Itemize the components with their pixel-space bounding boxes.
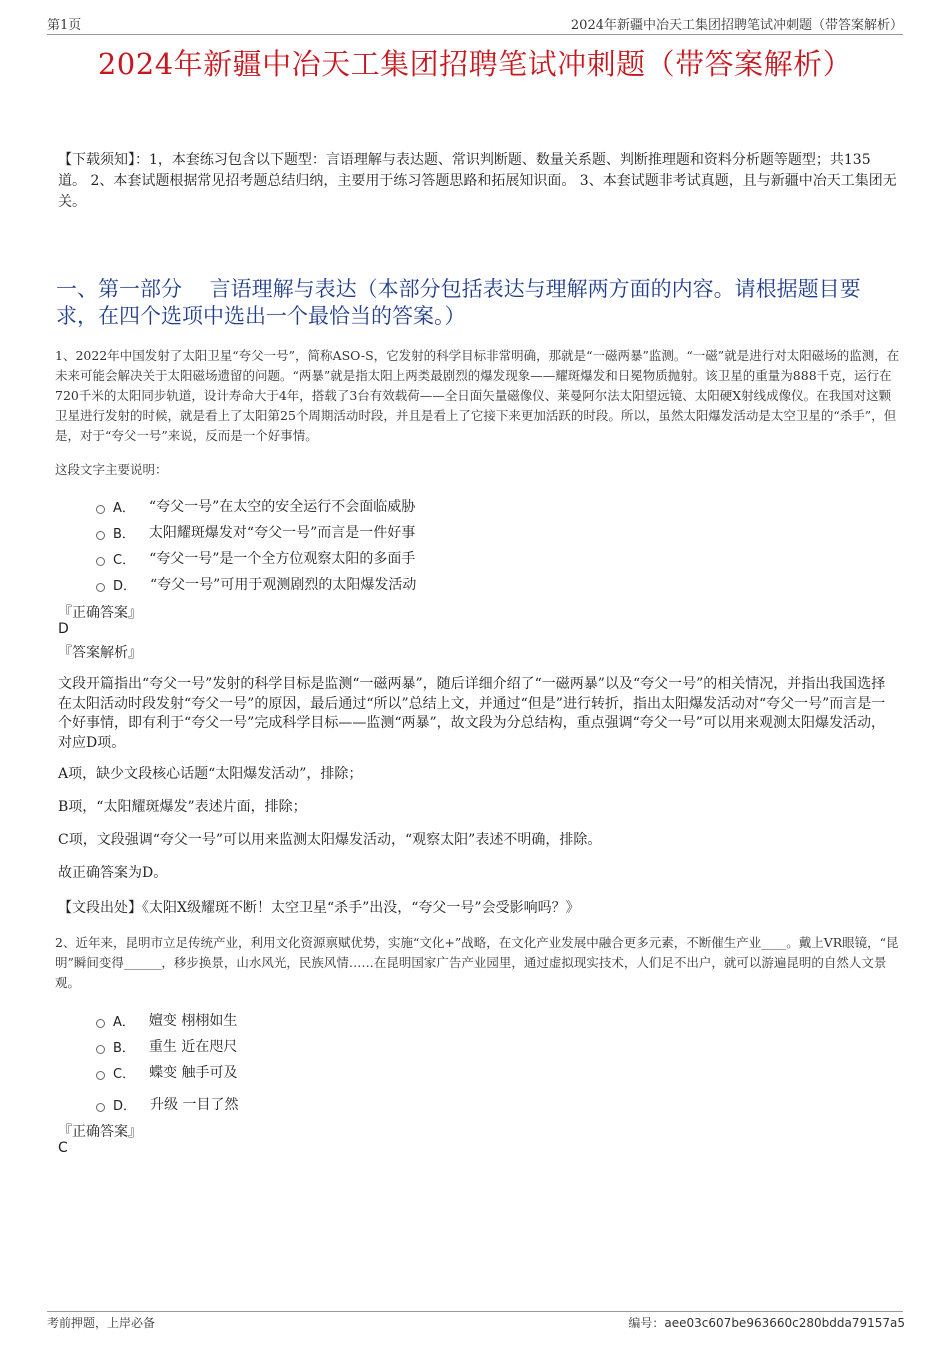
page-number: 第1页 (47, 18, 82, 33)
radio-icon[interactable] (96, 505, 105, 514)
q2-option-d[interactable] (96, 1094, 238, 1114)
option-letter: D． (113, 1098, 137, 1114)
section-title: 一、第一部分 言语理解与表达（本部分包括表达与理解两方面的内容。请根据题目要求，在四个选项中选出一个最恰当的答案。） (56, 277, 861, 328)
question-2-text: 2、近年来，昆明市立足传统产业，利用文化资源禀赋优势，实施“文化+”战略，在文化产业发展中融合更多元素，不断催生产业____。戴上VR眼镜，“昆明”瞬间变得______，移步换景，山水风光，民族风情……在昆明国家广告产业园里，通过虚拟现实技术，人们足不出户，就可以游遍昆明的自然人文景观。 (55, 935, 899, 990)
q1-option-b[interactable] (96, 522, 415, 542)
option-text: 蝶变 触手可及 (149, 1065, 238, 1081)
option-text: 嬗变 栩栩如生 (148, 1013, 238, 1029)
option-text: “夸父一号”是一个全方位观察太阳的多面手 (149, 551, 416, 567)
radio-icon[interactable] (96, 1103, 105, 1112)
q1-option-d[interactable] (96, 574, 416, 594)
question-1-text: 1、2022年中国发射了太阳卫星“夸父一号”，简称ASO-S，它发射的科学目标非常明确，那就是“一磁两暴”监测。“一磁”就是进行对太阳磁场的监测，在未来可能会解决关于太阳磁场遗留的问题。“两暴”就是指太阳上两类最剧烈的爆发现象——耀斑爆发和日冕物质抛射。该卫星的重量为888千克，运行在720千米的太阳同步轨道，设计寿命大于4年，搭载了3台有效载荷——全日面矢量磁像仪、莱曼阿尔法太阳望远镜、太阳硬X射线成像仪。在我国对这颗卫星进行发射的时候，就是看上了太阳第25个周期活动时段，并且是看上了它接下来更加活跃的时段。所以，虽然太阳爆发活动是太空卫星的“杀手”，但是，对于“夸父一号”来说，反而是一个好事情。 (55, 348, 900, 443)
q1-analysis-label: 『答案解析』 (58, 645, 142, 661)
footer-code-label: 编号： (628, 1316, 665, 1330)
document-title: 2024年新疆中冶天工集团招聘笔试冲刺题（带答案解析） (97, 47, 853, 81)
radio-icon[interactable] (96, 531, 105, 540)
q1-analysis-b: B项，“太阳耀斑爆发”表述片面，排除； (58, 799, 307, 815)
radio-icon[interactable] (96, 1045, 105, 1054)
q2-option-a[interactable] (96, 1010, 237, 1030)
option-letter: B． (113, 1040, 135, 1056)
radio-icon[interactable] (96, 1019, 105, 1028)
q2-option-c[interactable] (96, 1062, 238, 1082)
question-1-prompt: 这段文字主要说明： (55, 462, 168, 477)
footer-slogan: 考前押题，上岸必备 (47, 1316, 156, 1330)
header-doc-title: 2024年新疆中冶天工集团招聘笔试冲刺题（带答案解析） (570, 18, 903, 33)
q1-analysis-a: A项，缺少文段核心话题“太阳爆发活动”，排除； (58, 766, 363, 782)
option-text: “夸父一号”可用于观测剧烈的太阳爆发活动 (150, 577, 417, 593)
q2-answer-label: 『正确答案』 (58, 1124, 142, 1140)
radio-icon[interactable] (96, 583, 105, 592)
option-text: “夸父一号”在太空的安全运行不会面临威胁 (148, 499, 416, 515)
option-letter: A． (113, 1014, 135, 1030)
q1-source: 【文段出处】《太阳X级耀斑不断！太空卫星“杀手”出没，“夸父一号”会受影响吗？》 (58, 900, 580, 916)
q1-answer: D (58, 621, 69, 637)
q1-conclusion: 故正确答案为D。 (58, 865, 168, 881)
q1-answer-label: 『正确答案』 (58, 605, 142, 621)
option-text: 升级 一目了然 (150, 1097, 239, 1113)
download-notice: 【下载须知】：1，本套练习包含以下题型：言语理解与表达题、常识判断题、数量关系题、判断推理题和资料分析题等题型；共135道。 2、本套试题根据常见招考题总结归纳，主要用于练习答题思路和拓展知识面。 3、本套试题非考试真题，且与新疆中冶天工集团无关。 (58, 152, 897, 210)
q1-analysis-c: C项，文段强调“夸父一号”可以用来监测太阳爆发活动，“观察太阳”表述不明确，排除。 (58, 832, 602, 848)
q1-option-a[interactable] (96, 496, 415, 516)
option-letter: D． (113, 578, 137, 594)
q1-option-c[interactable] (96, 548, 415, 568)
option-letter: B． (113, 526, 135, 542)
option-letter: A． (113, 500, 135, 516)
option-text: 重生 近在咫尺 (148, 1039, 238, 1055)
footer-code (628, 1314, 905, 1331)
radio-icon[interactable] (96, 1071, 105, 1080)
footer-code-value: aee03c607be963660c280bdda79157a5 (664, 1316, 905, 1330)
radio-icon[interactable] (96, 557, 105, 566)
page-header (47, 12, 903, 35)
option-letter: C． (113, 552, 136, 568)
footer-divider (47, 1311, 903, 1312)
q1-analysis: 文段开篇指出“夸父一号”发射的科学目标是监测“一磁两暴”，随后详细介绍了“一磁两暴”以及“夸父一号”的相关情况，并指出我国选择在太阳活动时段发射“夸父一号”的原因，最后通过“所以”总结上文，并通过“但是”进行转折，指出太阳爆发活动对“夸父一号”而言是一个好事情，即有利于“夸父一号”完成科学目标——监测“两暴”，故文段为分总结构，重点强调“夸父一号”可以用来观测太阳爆发活动，对应D项。 (58, 676, 886, 751)
option-text: 太阳耀斑爆发对“夸父一号”而言是一件好事 (148, 525, 416, 541)
q2-option-b[interactable] (96, 1036, 237, 1056)
option-letter: C． (113, 1066, 136, 1082)
q2-answer: C (58, 1140, 68, 1156)
